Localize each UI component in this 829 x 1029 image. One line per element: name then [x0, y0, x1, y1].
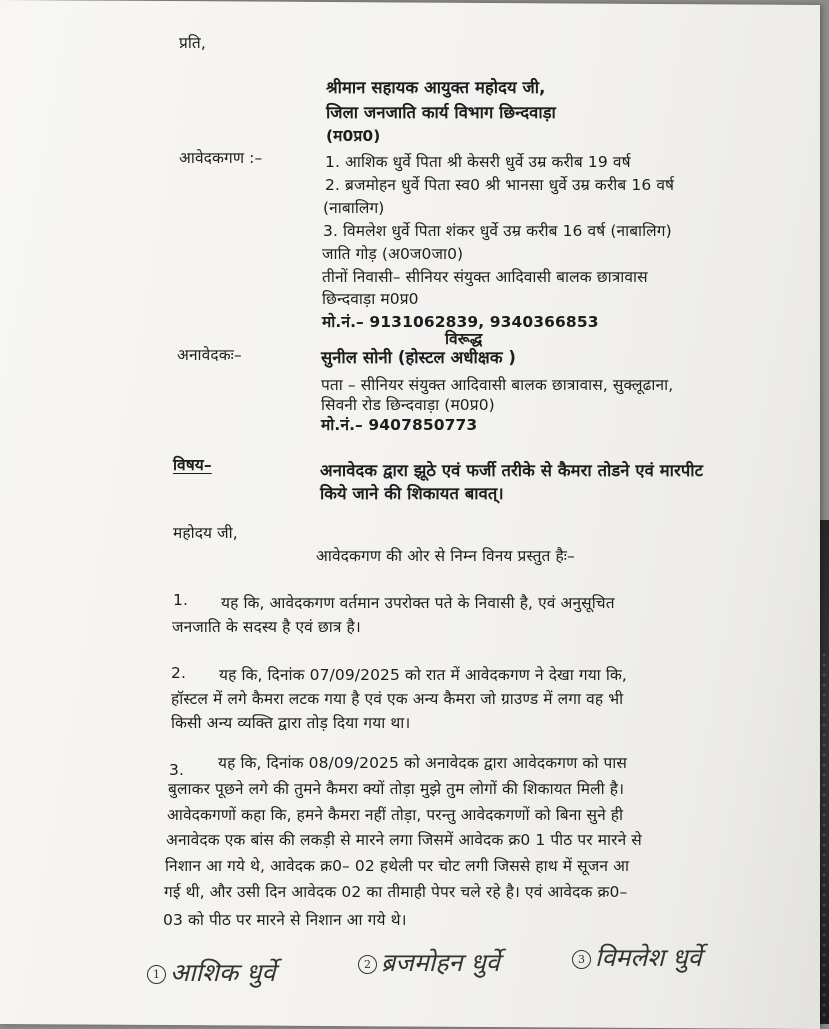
point-1-number: 1.	[173, 591, 188, 609]
intro-line: आवेदकगण की ओर से निम्न विनय प्रस्तुत हैः–	[316, 547, 575, 565]
applicant-line-7: छिन्दवाड़ा म0प्र0	[322, 290, 419, 308]
point-3-line-2: बुलाकर पूछने लगे की तुमने कैमरा क्यों तोड़ा मुझे तुम लोगों की शिकायत मिली है।	[168, 780, 625, 798]
point-2-line-3: किसी अन्य व्यक्ति द्वारा तोड़ दिया गया था।	[171, 714, 411, 732]
point-3-line-5: निशान आ गये थे, आवेदक क्र0– 02 हथेली पर चोट लगी जिससे हाथ में सूजन आ	[165, 857, 630, 875]
signature-1-name: आशिक धुर्वे	[170, 958, 276, 987]
applicants-mobile: मो.नं.– 9131062839, 9340366853	[322, 313, 599, 331]
respondent-name: सुनील सोनी (होस्टल अधीक्षक )	[321, 348, 517, 367]
subject-line-2: किये जाने की शिकायत बावत्।	[320, 484, 504, 503]
subject-line-1: अनावेदक द्वारा झूठे एवं फर्जी तरीके से कैमरा तोडने एवं मारपीट	[320, 461, 703, 480]
versus-heading: विरूद्ध	[445, 330, 483, 348]
signature-1	[147, 955, 275, 989]
respondent-address-1: पता – सीनियर संयुक्त आदिवासी बालक छात्रावास, सुक्लूढाना,	[321, 376, 674, 394]
salutation: महोदय जी,	[173, 524, 238, 542]
applicant-line-3: (नाबालिग)	[323, 199, 385, 217]
applicant-line-5: जाति गोड़ (अ0ज0जा0)	[322, 245, 464, 263]
point-1-line-2: जनजाति के सदस्य है एवं छात्र है।	[172, 618, 361, 636]
point-2-line-1: यह कि, दिनांक 07/09/2025 को रात में आवेदकगण ने देखा गया कि,	[219, 666, 627, 684]
point-2-number: 2.	[171, 664, 186, 682]
signature-3-name: विमलेश धुर्वे	[595, 943, 702, 972]
recipient-line-3: (म0प्र0)	[326, 127, 381, 145]
signature-3	[572, 940, 702, 974]
respondent-address-2: सिवनी रोड छिन्दवाड़ा (म0प्र0)	[321, 396, 495, 414]
point-3-line-6: गई थी, और उसी दिन आवेदक 02 का तीमाही पेपर चले रहे है। एवं आवेदक क्र0–	[164, 883, 628, 901]
signature-1-number: 1	[147, 965, 166, 984]
point-3-line-4: अनावेदक एक बांस की लकड़ी से मारने लगा जिसमें आवेदक क्र0 1 पीठ पर मारने से	[166, 831, 642, 849]
signature-3-number: 3	[572, 950, 591, 969]
point-2-line-2: हॉस्टल में लगे कैमरा लटक गया है एवं एक अन्य कैमरा जो ग्राउण्ड में लगा वह भी	[171, 690, 624, 708]
point-3-line-1: यह कि, दिनांक 08/09/2025 को अनावेदक द्वारा आवेदकगण को पास	[218, 754, 627, 772]
applicant-line-2: 2. ब्रजमोहन धुर्वे पिता स्व0 श्री भानसा धुर्वे उम्र करीब 16 वर्ष	[325, 176, 675, 194]
applicant-line-4: 3. विमलेश धुर्वे पिता शंकर धुर्वे उम्र करीब 16 वर्ष (नाबालिग)	[323, 222, 672, 240]
signature-2	[358, 945, 500, 979]
point-1-line-1: यह कि, आवेदकगण वर्तमान उपरोक्त पते के निवासी है, एवं अनुसूचित	[221, 594, 615, 612]
recipient-line-2: जिला जनजाति कार्य विभाग छिन्दवाड़ा	[326, 103, 556, 122]
applicant-line-6: तीनों निवासी– सीनियर संयुक्त आदिवासी बालक छात्रावास	[322, 268, 648, 286]
respondent-mobile: मो.नं.– 9407850773	[321, 416, 478, 434]
point-3-number: 3.	[169, 761, 184, 779]
applicants-label: आवेदकगण :–	[179, 149, 263, 167]
respondent-label: अनावेदकः–	[177, 346, 242, 364]
point-3-line-7: 03 को पीठ पर मारने से निशान आ गये थे।	[163, 911, 407, 929]
subject-label: विषय–	[173, 456, 212, 474]
point-3-line-3: आवेदकगणों कहा कि, हमने कैमरा नहीं तोड़ा, परन्तु आवेदकगणों को बिना सुने ही	[167, 806, 624, 824]
signature-2-name: ब्रजमोहन धुर्वे	[381, 948, 500, 977]
applicant-line-1: 1. आशिक धुर्वे पिता श्री केसरी धुर्वे उम्र करीब 19 वर्ष	[325, 153, 631, 171]
recipient-line-1: श्रीमान सहायक आयुक्त महोदय जी,	[326, 78, 546, 97]
signature-2-number: 2	[358, 955, 377, 974]
pranti-text: प्रति,	[179, 34, 206, 52]
